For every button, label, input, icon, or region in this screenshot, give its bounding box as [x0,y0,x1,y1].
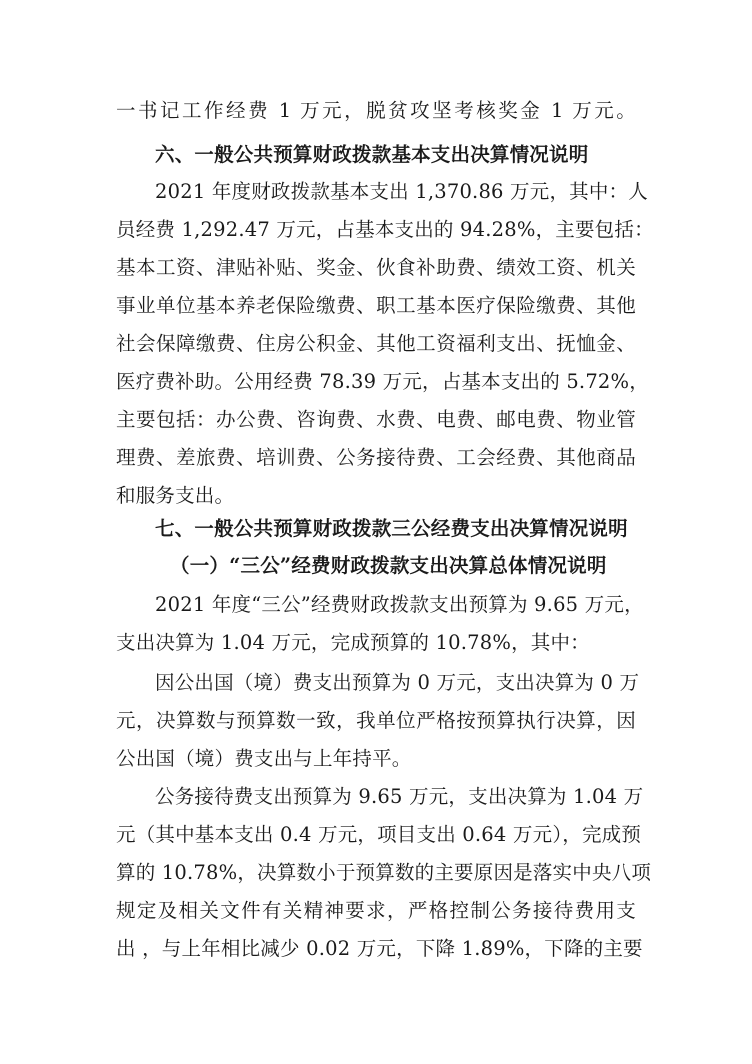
section-6-line: 员经费 1,292.47 万元，占基本支出的 94.28%，主要包括： [116,218,654,241]
three-public-summary-line: 2021 年度“三公”经费财政拨款支出预算为 9.65 万元， [155,593,644,616]
reception-expense-line: 元（其中基本支出 0.4 万元，项目支出 0.64 万元），完成预 [116,823,642,846]
section-6-line: 基本工资、津贴补贴、奖金、伙食补助费、绩效工资、机关 [116,256,636,279]
section-6-line: 事业单位基本养老保险缴费、职工基本医疗保险缴费、其他 [116,294,636,317]
section-6-line: 和服务支出。 [116,484,235,507]
section-7-heading: 七、一般公共预算财政拨款三公经费支出决算情况说明 [155,517,628,540]
previous-paragraph-end: 一书记工作经费 1 万元，脱贫攻坚考核奖金 1 万元。 [116,99,636,122]
reception-expense-line: 公务接待费支出预算为 9.65 万元，支出决算为 1.04 万 [155,785,644,808]
reception-expense-line: 算的 10.78%，决算数小于预算数的主要原因是落实中央八项 [116,861,652,884]
section-6-heading: 六、一般公共预算财政拨款基本支出决算情况说明 [155,143,589,166]
section-6-line: 医疗费补助。公用经费 78.39 万元，占基本支出的 5.72%， [116,370,649,393]
section-6-line: 2021 年度财政拨款基本支出 1,370.86 万元，其中：人 [155,180,648,203]
section-6-line: 理费、差旅费、培训费、公务接待费、工会经费、其他商品 [116,446,636,469]
reception-expense-line: 出 ，与上年相比减少 0.02 万元，下降 1.89%，下降的主要 [116,937,643,960]
abroad-expense-line: 因公出国（境）费支出预算为 0 万元，支出决算为 0 万 [155,671,640,694]
abroad-expense-line: 元，决算数与预算数一致，我单位严格按预算执行决算，因 [116,709,636,732]
three-public-summary-line: 支出决算为 1.04 万元，完成预算的 10.78%，其中： [116,631,590,654]
section-6-line: 主要包括：办公费、咨询费、水费、电费、邮电费、物业管 [116,408,636,431]
abroad-expense-line: 公出国（境）费支出与上年持平。 [116,747,412,770]
reception-expense-line: 规定及相关文件有关精神要求，严格控制公务接待费用支 [116,899,636,922]
section-6-line: 社会保障缴费、住房公积金、其他工资福利支出、抚恤金、 [116,332,636,355]
section-7-subheading: （一）“三公”经费财政拨款支出决算总体情况说明 [170,554,607,577]
